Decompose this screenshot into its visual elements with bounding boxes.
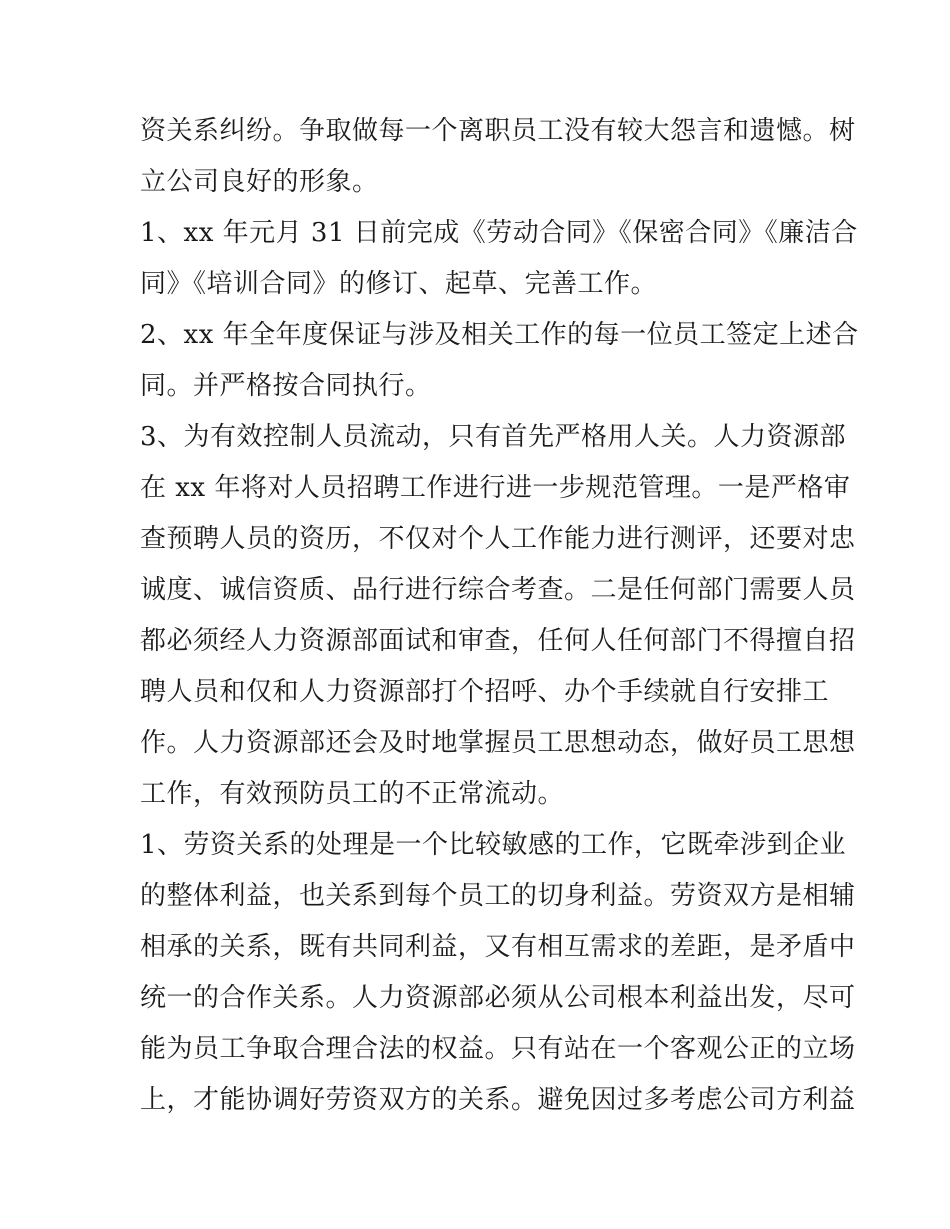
text-line: 同。并严格按合同执行。 [140,371,432,401]
text-line: 作。人力资源部还会及时地掌握员工思想动态，做好员工思想 [140,728,856,758]
text-line: 同》《培训合同》的修订、起草、完善工作。 [140,269,658,299]
text-line: 相承的关系，既有共同利益，又有相互需求的差距，是矛盾中 [140,932,856,962]
text-line: 能为员工争取合理合法的权益。只有站在一个客观公正的立场 [140,1034,856,1064]
body-text [140,106,859,1126]
text-line: 上，才能协调好劳资双方的关系。避免因过多考虑公司方利益 [140,1085,856,1115]
text-line: 1、xx 年元月 31 日前完成《劳动合同》《保密合同》《廉洁合 [140,218,858,248]
text-line: 2、xx 年全年度保证与涉及相关工作的每一位员工签定上述合 [140,320,859,350]
text-line: 资关系纠纷。争取做每一个离职员工没有较大怨言和遗憾。树 [140,116,856,146]
text-line: 查预聘人员的资历，不仅对个人工作能力进行测评，还要对忠 [140,524,856,554]
text-line: 都必须经人力资源部面试和审查，任何人任何部门不得擅自招 [140,626,856,656]
text-line: 的整体利益，也关系到每个员工的切身利益。劳资双方是相辅 [140,881,856,911]
text-line: 工作，有效预防员工的不正常流动。 [140,779,565,809]
text-line: 3、为有效控制人员流动，只有首先严格用人关。人力资源部 [140,422,847,452]
text-line: 1、劳资关系的处理是一个比较敏感的工作，它既牵涉到企业 [140,830,847,860]
text-line: 在 xx 年将对人员招聘工作进行进一步规范管理。一是严格审 [140,473,851,503]
text-line: 立公司良好的形象。 [140,167,379,197]
text-line: 统一的合作关系。人力资源部必须从公司根本利益出发，尽可 [140,983,856,1013]
text-line: 聘人员和仅和人力资源部打个招呼、办个手续就自行安排工 [140,677,830,707]
text-line: 诚度、诚信资质、品行进行综合考查。二是任何部门需要人员 [140,575,856,605]
